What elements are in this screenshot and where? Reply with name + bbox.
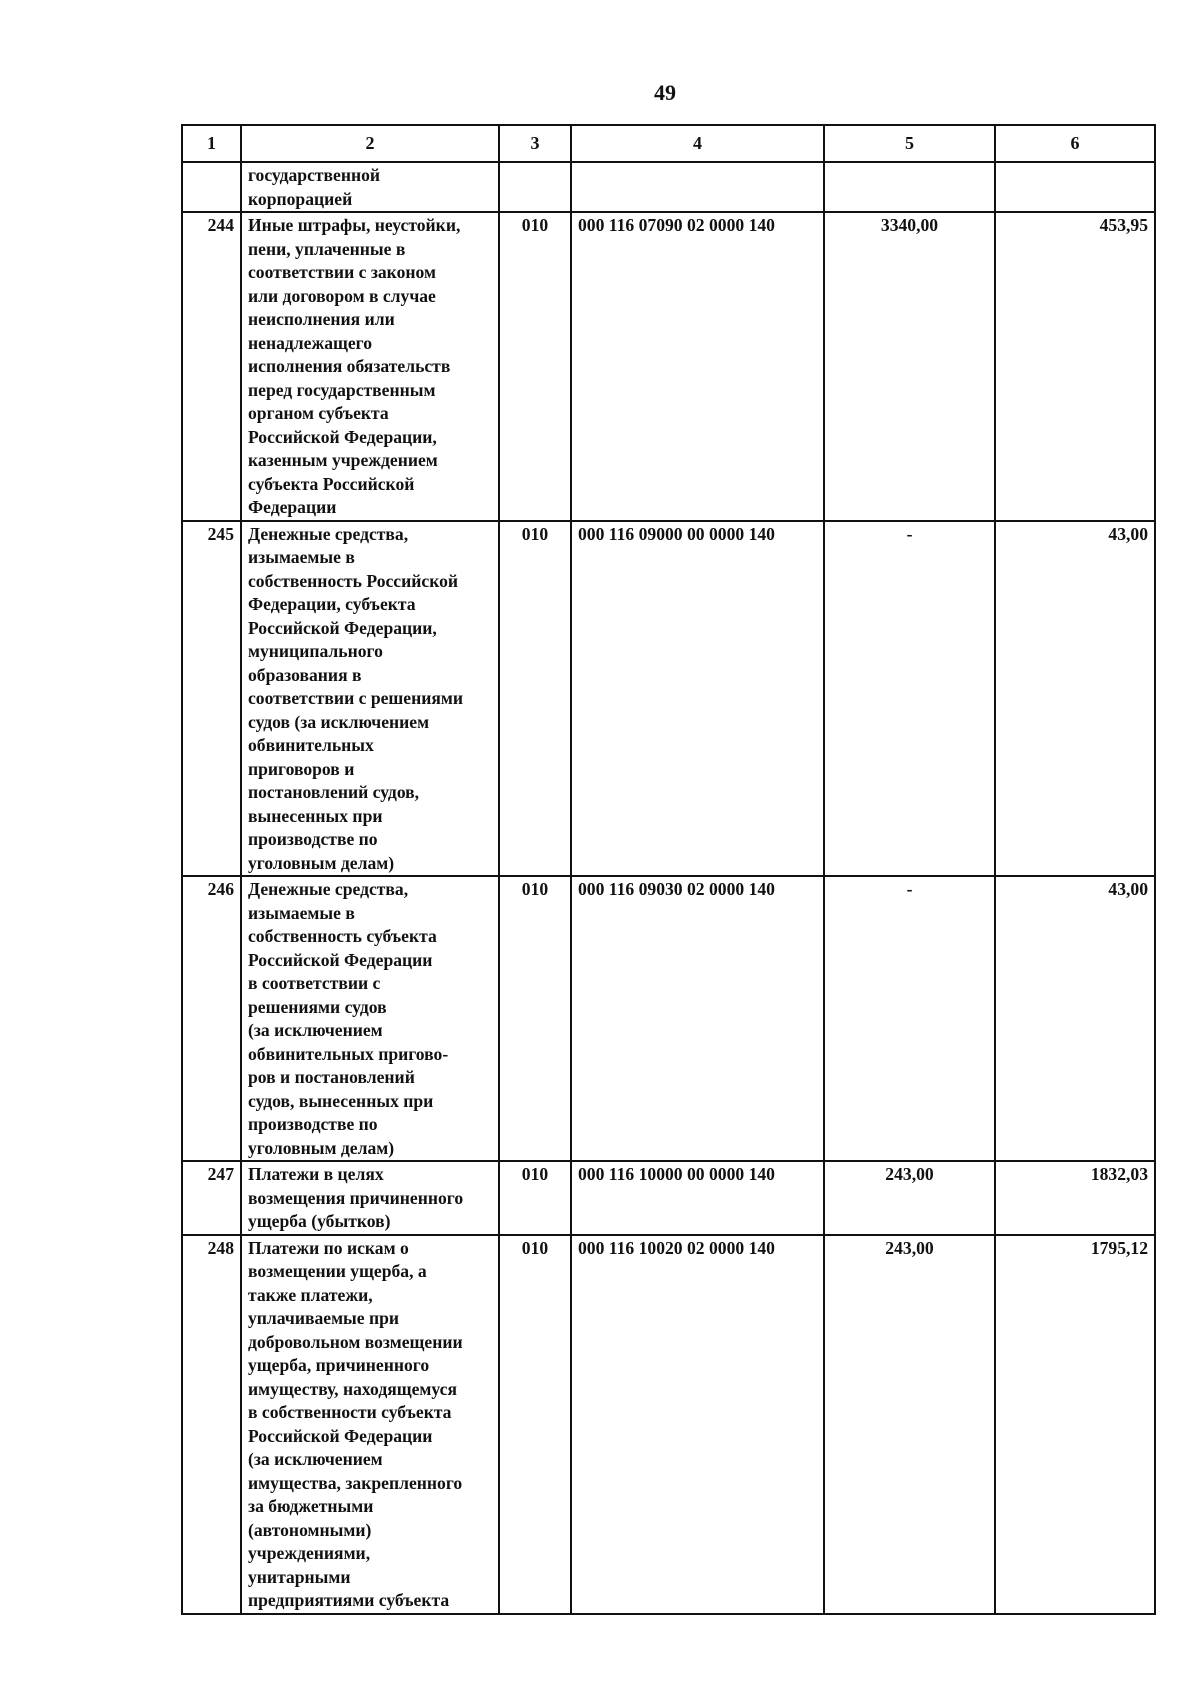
row-value-col5 [824,162,995,212]
row-budget-code: 000 116 10020 02 0000 140 [571,1235,824,1614]
row-name [241,212,499,521]
row-number: 247 [182,1161,241,1235]
row-col3: 010 [499,521,571,877]
row-name-text: Платежи по искам о возмещении ущерба, а также платежи, уплачиваемые при добровольном возмещении ущерба, причиненного имуществу, находящемуся в собственности субъекта Российской Федерации (за исключением имущества, закрепленного за бюджетными (автономными) учреждениями, унитарными предприятиями субъекта [248,1237,463,1610]
row-value-col6: 43,00 [995,521,1155,877]
row-budget-code [571,162,824,212]
row-name-text: государственной корпорацией [248,165,381,209]
row-value-col6: 1832,03 [995,1161,1155,1235]
row-value-col6: 1795,12 [995,1235,1155,1614]
row-number: 248 [182,1235,241,1614]
row-number: 246 [182,876,241,1161]
row-value-col6 [995,162,1155,212]
row-budget-code: 000 116 07090 02 0000 140 [571,212,824,521]
row-value-col6: 453,95 [995,212,1155,521]
row-col3: 010 [499,1161,571,1235]
row-col3: 010 [499,876,571,1161]
table-row [182,521,1155,877]
row-name-text: Иные штрафы, неустойки, пени, уплаченные в соответствии с законом или договором в случае неисполнения или ненадлежащего исполнения обязательств перед государственным органом субъекта Российской Федерации, казенным учреждением субъекта Российской Федерации [248,215,461,517]
row-col3 [499,162,571,212]
header-col-3: 3 [499,125,571,162]
row-name-text: Денежные средства, изымаемые в собственность субъекта Российской Федерации в соответствии с решениями судов (за исключением обвинительных пригово- ров и постановлений судов, вынесенных при производстве по уголовным делам) [248,879,449,1158]
row-col3: 010 [499,1235,571,1614]
header-col-6: 6 [995,125,1155,162]
page-number: 49 [654,80,676,105]
row-col3: 010 [499,212,571,521]
row-value-col5: - [824,521,995,877]
revenue-table [181,124,1156,1615]
row-value-col5: 3340,00 [824,212,995,521]
row-name [241,1161,499,1235]
table-row [182,162,1155,212]
header-col-4: 4 [571,125,824,162]
row-number: 244 [182,212,241,521]
table-row [182,1161,1155,1235]
table-header-row [182,125,1155,162]
row-name [241,521,499,877]
row-number: 245 [182,521,241,877]
header-col-1: 1 [182,125,241,162]
header-col-5: 5 [824,125,995,162]
row-number [182,162,241,212]
row-value-col5: 243,00 [824,1235,995,1614]
row-name [241,1235,499,1614]
row-value-col5: 243,00 [824,1161,995,1235]
row-value-col5: - [824,876,995,1161]
table-row [182,1235,1155,1614]
row-name [241,162,499,212]
table-row [182,212,1155,521]
row-value-col6: 43,00 [995,876,1155,1161]
row-name [241,876,499,1161]
row-budget-code: 000 116 09000 00 0000 140 [571,521,824,877]
row-name-text: Денежные средства, изымаемые в собственность Российской Федерации, субъекта Российской Федерации, муниципального образования в соответствии с решениями судов (за исключением обвинительных приговоров и постановлений судов, вынесенных при производстве по уголовным делам) [248,523,463,873]
table-row [182,876,1155,1161]
row-budget-code: 000 116 09030 02 0000 140 [571,876,824,1161]
row-budget-code: 000 116 10000 00 0000 140 [571,1161,824,1235]
row-name-text: Платежи в целях возмещения причиненного ущерба (убытков) [248,1164,464,1231]
header-col-2: 2 [241,125,499,162]
